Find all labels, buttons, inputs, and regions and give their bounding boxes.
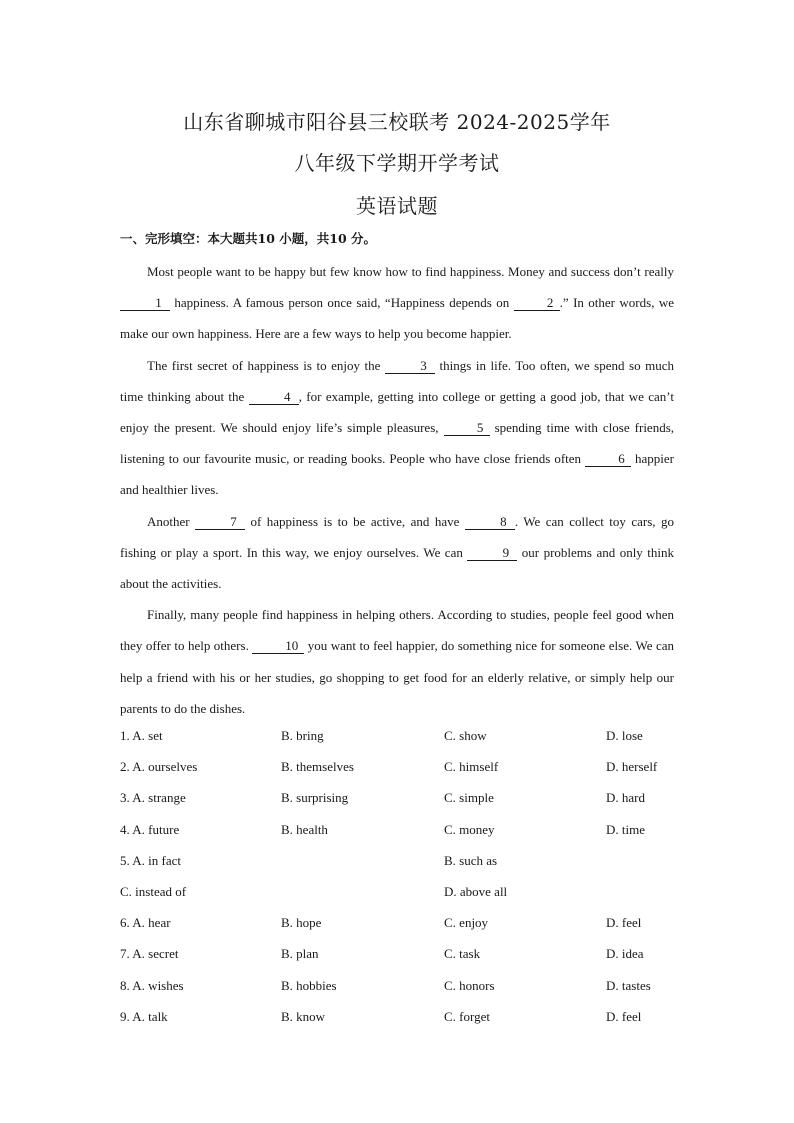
option-d: D. hard [606,790,645,806]
answer-options [120,720,690,1032]
passage-text: Another [147,513,196,529]
option-d: D. herself [606,759,658,775]
option-a: 3. A. strange [120,790,186,806]
passage-text: .” In other words, we make our own happiness. Here are a few ways to help you become happier. [120,295,674,342]
cloze-passage [120,256,674,724]
passage-text: of happiness is to be active, and have [245,513,465,529]
option-row-1 [120,720,690,751]
option-c: C. enjoy [444,915,489,931]
blank-2: 2 [514,296,560,311]
option-a: 7. A. secret [120,946,179,962]
blank-8: 8 [465,515,515,530]
option-c: C. show [444,728,487,743]
option-row-9 [120,1001,690,1032]
option-b: B. know [281,1008,326,1024]
option-row-8 [120,970,690,1001]
exam-title-line1: 山东省聊城市阳谷县三校联考 2024-2025学年 [183,110,611,134]
option-row-5a [120,845,690,876]
option-d: D. time [606,821,645,837]
option-b: B. such as [444,852,498,868]
passage-text: spending time with close friends, listening to our favourite music, or reading books. People who have close friends often [120,420,675,467]
option-a: 1. A. set [120,728,163,743]
option-b: B. health [281,821,328,837]
option-d: D. above all [444,883,508,899]
option-b: B. plan [281,946,319,962]
option-row-7 [120,938,690,969]
passage-text: . We can collect toy cars, go fishing or play a sport. In this way, we enjoy ourselves. We can [120,513,674,560]
option-row-5b [120,876,690,907]
option-b: B. hobbies [281,977,337,993]
passage-text: Most people want to be happy but few know how to find happiness. Money and success don’t really [147,264,674,279]
option-b: B. surprising [281,790,349,806]
option-a: 6. A. hear [120,915,171,931]
option-a: 2. A. ourselves [120,759,198,775]
option-c: C. honors [444,977,495,993]
section-heading: 一、完形填空：本大题共10 小题，共10 分。 [120,231,376,246]
blank-10: 10 [252,639,304,654]
passage-text: our problems and only think about the activities. [120,544,674,592]
passage-text: , for example, getting into college or getting a good job, that we can’t enjoy the present. We should enjoy life’s simple pleasures, [120,388,674,436]
blank-3: 3 [385,359,435,374]
option-row-4 [120,814,690,845]
option-b: B. hope [281,915,322,931]
blank-4: 4 [249,390,299,405]
option-c: C. himself [444,759,499,775]
option-c: C. money [444,821,495,837]
blank-6: 6 [585,452,631,467]
option-a: 9. A. talk [120,1008,168,1024]
option-row-2 [120,751,690,782]
option-a: 4. A. future [120,821,180,837]
passage-text: things in life. Too often, we spend so much time thinking about the [120,357,675,404]
option-row-3 [120,782,690,813]
paragraph-4 [120,599,674,724]
option-c: C. forget [444,1008,490,1024]
passage-text: happiness. A famous person once said, “Happiness depends on [170,295,514,311]
blank-7: 7 [195,515,245,530]
option-b: B. bring [281,728,324,743]
passage-text: you want to feel happier, do something nice for someone else. We can help a friend with his or her studies, go shopping to get food for an elderly relative, or simply help our parents to do the dishes. [120,638,674,716]
exam-title-line3: 英语试题 [356,194,438,218]
option-row-6 [120,907,690,938]
option-d: D. tastes [606,977,651,993]
paragraph-2 [120,350,674,506]
option-d: D. idea [606,946,644,962]
exam-title-line2: 八年级下学期开学考试 [294,151,500,175]
passage-text: happier and healthier lives. [120,451,674,498]
paragraph-3 [120,506,674,600]
option-a: 8. A. wishes [120,977,184,993]
option-c: C. task [444,946,481,962]
blank-9: 9 [467,546,517,561]
option-d: D. feel [606,1008,642,1024]
blank-5: 5 [444,421,490,436]
blank-1: 1 [120,296,170,311]
option-b: B. themselves [281,759,354,775]
option-c: C. instead of [120,883,187,899]
option-d: D. lose [606,728,643,743]
option-d: D. feel [606,915,642,931]
option-c: C. simple [444,790,494,806]
passage-text: The first secret of happiness is to enjoy the [147,357,385,373]
option-a: 5. A. in fact [120,852,182,868]
passage-text: Finally, many people find happiness in helping others. According to studies, people feel good when they offer to help others. [120,607,674,654]
paragraph-1 [120,256,674,350]
